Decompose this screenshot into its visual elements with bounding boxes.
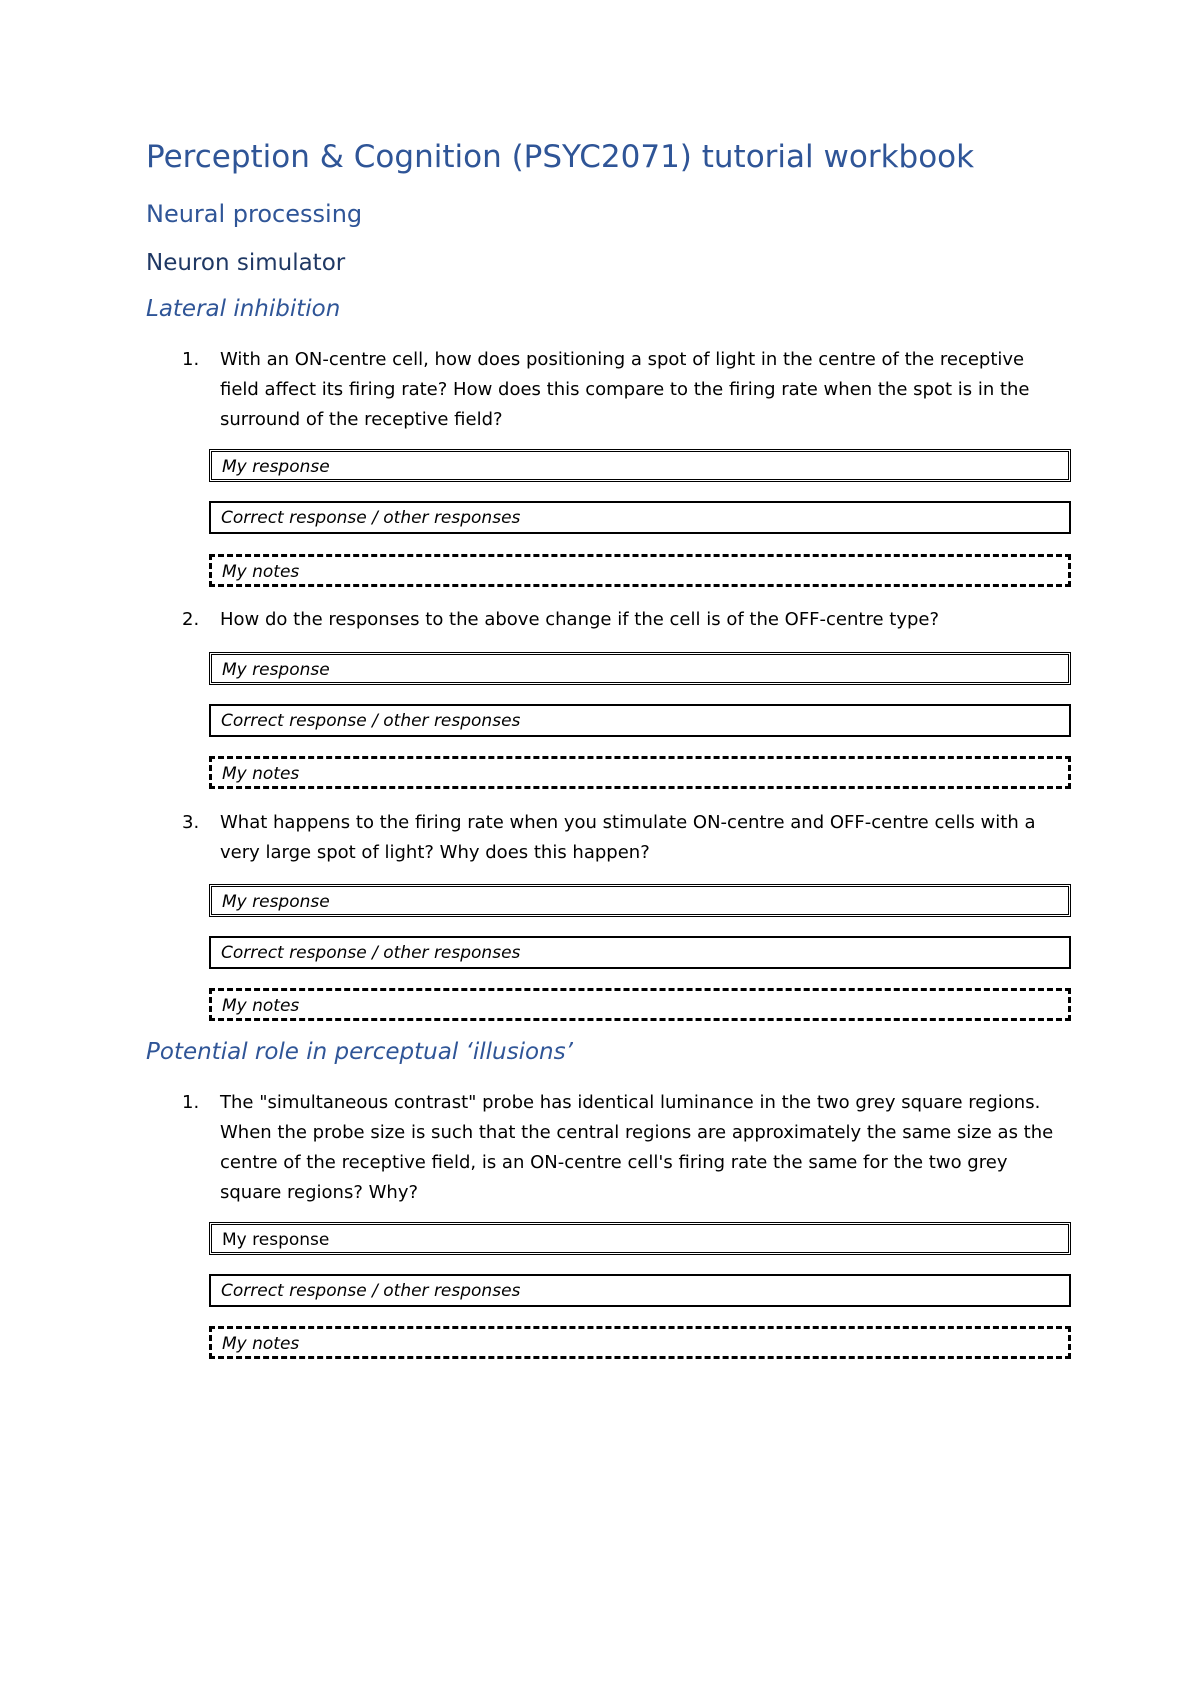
question-text: What happens to the firing rate when you stimulate ON-centre and OFF-centre cells with a very large spot of light? Why does this happen? (220, 812, 1036, 863)
topic-heading-lateral-inhibition: Lateral inhibition (146, 296, 341, 322)
question-number: 1. (182, 349, 200, 370)
correct-response-field[interactable]: Correct response / other responses (209, 1274, 1071, 1307)
question-number: 3. (182, 812, 200, 833)
subsection-heading: Neuron simulator (146, 250, 346, 276)
my-notes-field[interactable]: My notes (209, 756, 1071, 789)
question-text: With an ON-centre cell, how does positioning a spot of light in the centre of the receptive field affect its firing rate? How does this compare to the firing rate when the spot is in the surround of the receptive field? (220, 349, 1030, 430)
my-response-field[interactable]: My response (209, 1222, 1071, 1255)
page-title: Perception & Cognition (PSYC2071) tutorial workbook (146, 139, 975, 175)
question-number: 1. (182, 1092, 200, 1113)
question-number: 2. (182, 609, 200, 630)
my-response-field[interactable]: My response (209, 884, 1071, 917)
question-text: The "simultaneous contrast" probe has identical luminance in the two grey square regions. When the probe size is such that the central regions are approximately the same size as the centre of the receptive field, is an ON-centre cell's firing rate the same for the two grey square regions? Why? (220, 1092, 1054, 1203)
my-notes-field[interactable]: My notes (209, 554, 1071, 587)
my-response-field[interactable]: My response (209, 449, 1071, 482)
correct-response-field[interactable]: Correct response / other responses (209, 936, 1071, 969)
correct-response-field[interactable]: Correct response / other responses (209, 704, 1071, 737)
my-notes-field[interactable]: My notes (209, 1326, 1071, 1359)
section-heading: Neural processing (146, 200, 363, 228)
topic-heading-perceptual-illusions: Potential role in perceptual ‘illusions’ (146, 1039, 573, 1065)
my-notes-field[interactable]: My notes (209, 988, 1071, 1021)
correct-response-field[interactable]: Correct response / other responses (209, 501, 1071, 534)
question-text: How do the responses to the above change if the cell is of the OFF-centre type? (220, 609, 940, 630)
my-response-field[interactable]: My response (209, 652, 1071, 685)
